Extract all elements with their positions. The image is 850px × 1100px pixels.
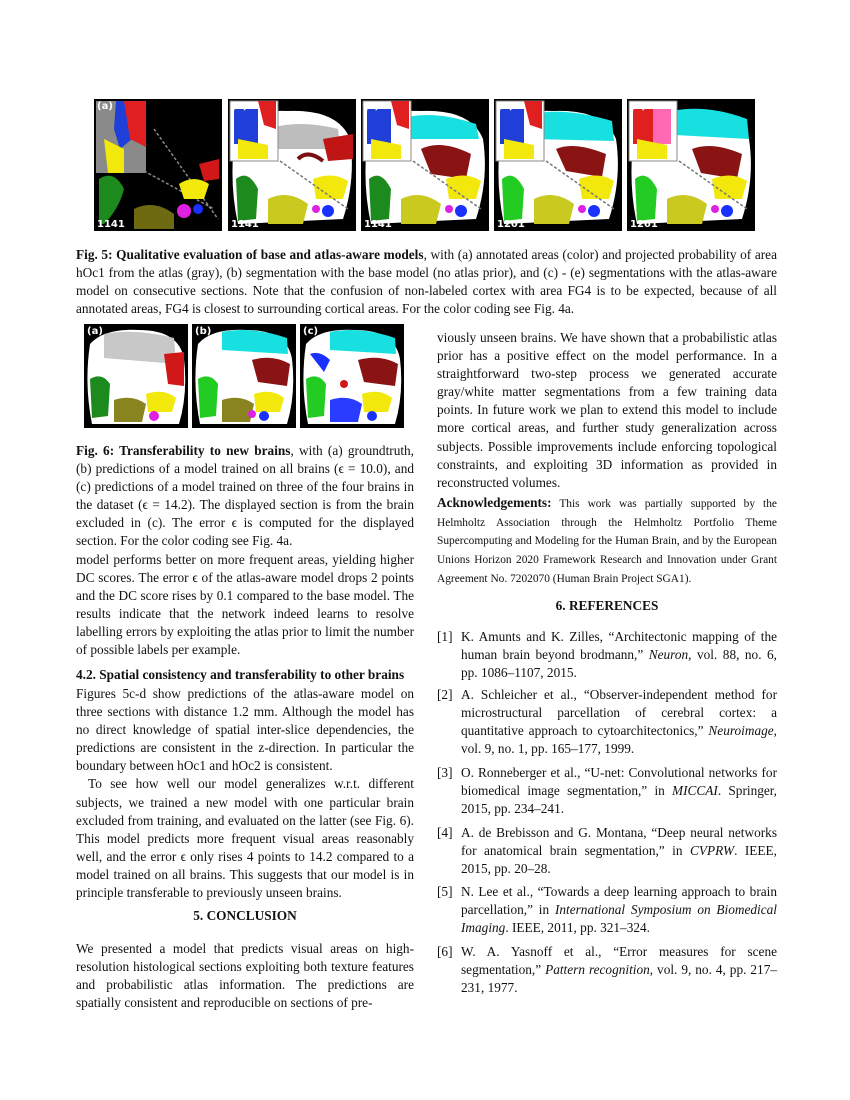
fig5-panel-b-label: (b) bbox=[231, 101, 248, 112]
fig6-panel-b bbox=[192, 324, 296, 428]
left-para-4: We presented a model that predicts visual areas on high-resolution histological sections exploiting both texture features and probabilistic atlas information. The predictions are spatially consistent and reproducible on sections of pre- bbox=[76, 941, 414, 1011]
ack-text: This work was partially supported by the Helmholtz Association through the Helmholtz Portfolio Theme Supercomputing and Modeling for the Human Brain, and by the European Unions Horizon 2020 Framework Research and Innovation under Grant Agreement No. 7202070 (Human Brain Project SGA1). bbox=[437, 498, 777, 585]
fig5-panel-a-image bbox=[94, 99, 222, 231]
fig6-caption: Fig. 6: Transferability to new brains, with (a) groundtruth, (b) predictions of a model trained on all brains (ϵ = 10.0), and (c) predictions of a model trained on three of the four brains in the dataset (ϵ = 14.2). The displayed section is from the brain excluded in (c). The error ϵ is computed for the displayed section. For the color coding see Fig. 4a. bbox=[76, 443, 415, 549]
reference-2-venue: Neuroimage bbox=[708, 723, 774, 739]
fig6-panel-a-image bbox=[84, 324, 188, 428]
reference-5-pre: N. Lee et al., “Towards a deep learning approach to brain parcellation,” in bbox=[461, 884, 777, 918]
reference-6-num: [6] bbox=[437, 944, 453, 959]
fig5-panel-e-section: 1261 bbox=[630, 219, 658, 230]
conclusion-heading: 5. CONCLUSION bbox=[193, 908, 297, 923]
reference-5-num: [5] bbox=[437, 884, 453, 899]
reference-4-pre: A. de Brebisson and G. Montana, “Deep neural networks for anatomical brain segmentation,” in bbox=[461, 825, 777, 859]
reference-1-post: , vol. 88, no. 6, pp. 1086–1107, 2015. bbox=[461, 647, 777, 681]
fig6-panel-b-image bbox=[192, 324, 296, 428]
fig5-panel-e-label: (e) bbox=[630, 101, 646, 112]
reference-5-venue: International Symposium on Biomedical Imaging bbox=[461, 902, 777, 936]
reference-3-post: . Springer, 2015, pp. 234–241. bbox=[461, 783, 777, 817]
fig5-panel-d-label: (d) bbox=[497, 101, 514, 112]
acknowledgements bbox=[437, 494, 777, 589]
reference-3-pre: O. Ronneberger et al., “U-net: Convolutional networks for biomedical image segmentation,” in bbox=[461, 765, 777, 799]
fig6-caption-label: Fig. 6 bbox=[76, 443, 110, 458]
reference-3-num: [3] bbox=[437, 765, 453, 780]
fig5-caption-title: Qualitative evaluation of base and atlas-aware models bbox=[116, 247, 424, 262]
reference-1-num: [1] bbox=[437, 629, 453, 644]
fig5-panel-c-section: 1141 bbox=[364, 219, 392, 230]
fig6-caption-text: , with (a) groundtruth, (b) predictions of a model trained on all brains (ϵ = 10.0), and (c) predictions of a model trained on three of the four brains in the dataset (ϵ = 14.2). The displayed section is from the brain excluded in (c). The error ϵ is computed for the displayed section. For the color coding see Fig. 4a. bbox=[76, 443, 415, 549]
left-para-1: model performs better on more frequent areas, yielding higher DC scores. The error ϵ of the atlas-aware model drops 2 points and the DC score rises by 0.1 compared to the base model. The results indicate that the network indeed learns to resolve labelling errors by exploiting the atlas prior to limit the number of possible labels per example. bbox=[76, 552, 414, 658]
reference-3 bbox=[437, 764, 777, 818]
fig5-caption-text: , with (a) annotated areas (color) and projected probability of area hOc1 from the atlas (gray), (b) segmentation with the base model (no atlas prior), and (c) - (e) segmentations with the atlas-aware model on consecutive sections. Note that the confusion of non-labeled cortex with area FG4 is to be expected, because of all annotated areas, FG4 is closest to surrounding cortical areas. For the color coding see Fig. 4a. bbox=[76, 247, 777, 317]
fig6-panel-b-label: (b) bbox=[195, 326, 212, 337]
reference-6-post: , vol. 9, no. 4, pp. 217–231, 1977. bbox=[461, 962, 777, 996]
reference-5 bbox=[437, 883, 777, 937]
fig5-panel-b bbox=[228, 99, 356, 231]
left-para-2-text: Figures 5c-d show predictions of the atlas-aware model on three sections with distance 1.2 mm. Although the model has no direct knowledge of spatial inter-slice dependencies, the predictions are consistent in the z-direction. In particular the boundary between hOc1 and hOc2 is consistent. bbox=[76, 686, 414, 774]
fig6-panel-c-label: (c) bbox=[303, 326, 319, 337]
reference-2-pre: A. Schleicher et al., “Observer-independent method for microstructural parcellation of cerebral cortex: a quantitative approach to cytoarchitectonics,” bbox=[461, 687, 777, 739]
fig5-panel-d-image bbox=[494, 99, 622, 231]
fig5-panel-e bbox=[627, 99, 755, 231]
section-4-2-heading: 4.2. Spatial consistency and transferability to other brains bbox=[76, 667, 405, 682]
reference-6-pre: W. A. Yasnoff et al., “Error measures for scene segmentation,” bbox=[461, 944, 777, 978]
reference-6 bbox=[437, 943, 777, 997]
right-para-1: viously unseen brains. We have shown that a probabilistic atlas prior has a positive effect on the model performance. In a straightforward two-step process we generated accurate gray/white matter segmentations from a few training data points. In future work we plan to extend this model to include more cortical areas, and further study generalization across subjects. Possible improvements include enforcing topological constraints, and exploiting 3D information as provided in reconstructed volumes. bbox=[437, 330, 777, 490]
fig5-panel-d-section: 1201 bbox=[497, 219, 525, 230]
reference-4 bbox=[437, 824, 777, 878]
fig5-panel-e-image bbox=[627, 99, 755, 231]
fig6-panel-c bbox=[300, 324, 404, 428]
reference-2 bbox=[437, 686, 777, 758]
reference-2-num: [2] bbox=[437, 687, 453, 702]
reference-4-venue: CVPRW bbox=[690, 843, 735, 859]
reference-3-venue: MICCAI bbox=[672, 783, 718, 799]
reference-1-pre: K. Amunts and K. Zilles, “Architectonic mapping of the human brain beyond brodmann,” bbox=[461, 629, 777, 663]
reference-5-post: . IEEE, 2011, pp. 321–324. bbox=[505, 920, 650, 936]
left-para-2 bbox=[76, 685, 414, 902]
reference-4-post: . IEEE, 2015, pp. 20–28. bbox=[461, 843, 777, 877]
reference-1 bbox=[437, 628, 777, 682]
fig5-panel-c-label: (c) bbox=[364, 101, 380, 112]
reference-1-venue: Neuron bbox=[648, 647, 689, 663]
fig5-panel-a bbox=[94, 99, 222, 231]
reference-6-venue: Pattern recognition bbox=[545, 962, 650, 978]
fig5-panel-a-label: (a) bbox=[97, 101, 113, 112]
fig6-caption-title: Transferability to new brains bbox=[119, 443, 291, 458]
fig5-panel-d bbox=[494, 99, 622, 231]
fig5-panel-c bbox=[361, 99, 489, 231]
fig5-caption-label: Fig. 5 bbox=[76, 247, 109, 262]
fig5-caption: Fig. 5: Qualitative evaluation of base and atlas-aware models, with (a) annotated areas (color) and projected probability of area hOc1 from the atlas (gray), (b) segmentation with the base model (no atlas prior), and (c) - (e) segmentations with the atlas-aware model on consecutive sections. Note that the confusion of non-labeled cortex with area FG4 is to be expected, because of all annotated areas, FG4 is closest to surrounding cortical areas. For the color coding see Fig. 4a. bbox=[76, 247, 777, 317]
fig5-panel-b-image bbox=[228, 99, 356, 231]
left-para-3-text: To see how well our model generalizes w.r.t. different subjects, we trained a new model with one particular brain excluded from training, and evaluated on the latter (see Fig. 6). This model predicts more frequent visual areas reasonably well, and the error ϵ only rises 4 points to 14.2 compared to a model trained on all brains. This suggests that our model is in principle transferable to previously unseen brains. bbox=[76, 776, 414, 901]
reference-2-post: , vol. 9, no. 1, pp. 165–177, 1999. bbox=[461, 723, 777, 757]
fig5-panel-b-section: 1141 bbox=[231, 219, 259, 230]
fig6-panel-a bbox=[84, 324, 188, 428]
references-heading: 6. REFERENCES bbox=[555, 598, 659, 613]
fig6-panel-c-image bbox=[300, 324, 404, 428]
reference-4-num: [4] bbox=[437, 825, 453, 840]
fig5-panel-c-image bbox=[361, 99, 489, 231]
ack-heading: Acknowledgements: bbox=[437, 495, 552, 510]
fig5-panel-a-section: 1141 bbox=[97, 219, 125, 230]
fig6-panel-a-label: (a) bbox=[87, 326, 103, 337]
